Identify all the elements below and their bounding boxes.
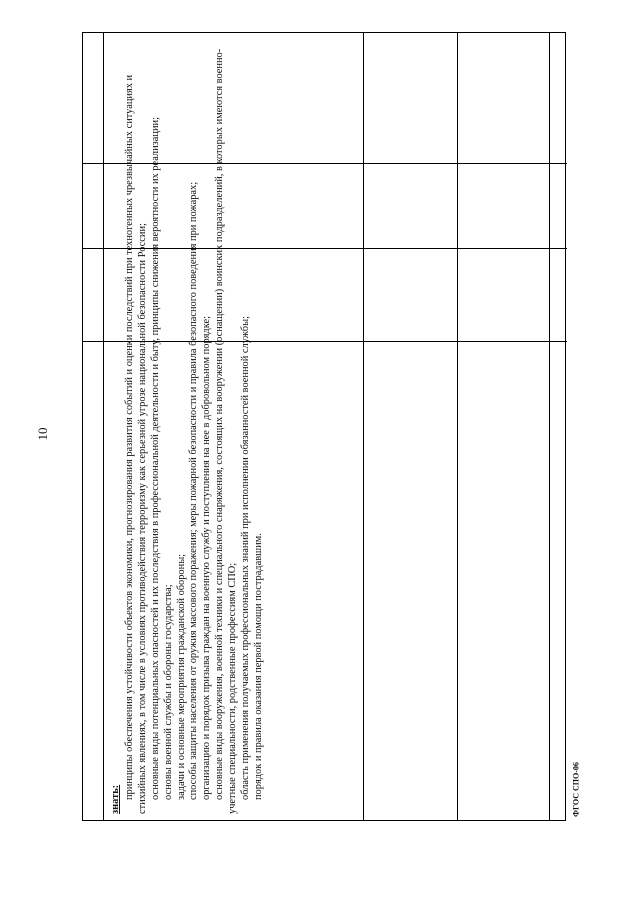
content-item: основные виды потенциальных опасностей и их последствия в профессиональной деятельности и быту, принципы снижения вероятности их реализации; [149, 117, 161, 800]
table-divider [83, 163, 567, 164]
table-column-content [103, 33, 363, 820]
content-item: задачи и основные мероприятия гражданской обороны; [175, 553, 187, 800]
table-column-empty [549, 33, 567, 820]
content-item: организацию и порядок призыва граждан на военную службу и поступления на нее в добровольном порядке; [201, 316, 213, 800]
rotated-table [82, 32, 566, 821]
content-item: порядок и правила оказания первой помощи пострадавшим. [252, 533, 264, 800]
content-item: способы защиты населения от оружия массового поражения; меры пожарной безопасности и правила безопасного поведения при пожарах; [188, 181, 200, 800]
content-item: основные виды вооружения, военной техники и специального снаряжения, состоящих на вооружении (оснащении) воинских подразделений, в которых имеются военно-учетные специальности, родственные профессиям СПО; [214, 48, 239, 814]
table-divider [83, 341, 567, 342]
table-column-index [83, 33, 103, 820]
content-item: основы военной службы и обороны государства; [162, 584, 174, 800]
table-column-empty [457, 33, 549, 820]
table-column-empty [363, 33, 457, 820]
content-heading: знать: [110, 784, 121, 814]
table-inner [82, 32, 566, 821]
content-item: принципы обеспечения устойчивости объектов экономики, прогнозирования развития событий и оценки последствий при техногенных чрезвычайных ситуациях и стихийных явлениях, в том числе в условиях противодействия терроризму как серьезной угрозе национальной безопасности России; [123, 74, 148, 814]
page-number: 10 [35, 427, 50, 441]
footer-code: ФГОС СПО-06 [571, 762, 581, 817]
content-item: область применения получаемых профессиональных знаний при исполнении обязанностей военной службы; [240, 316, 252, 800]
table-divider [83, 248, 567, 249]
